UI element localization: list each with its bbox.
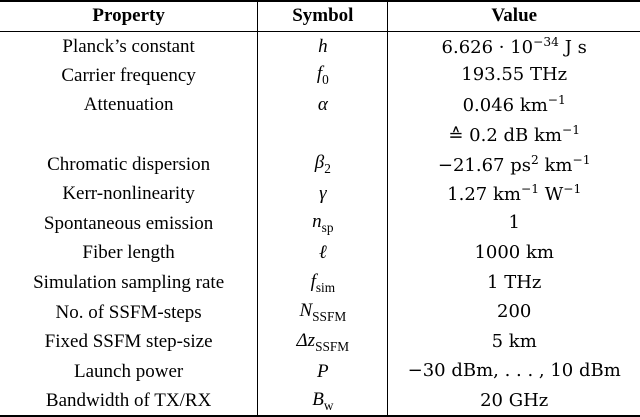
value-main: 6.626 · 10 bbox=[441, 36, 534, 58]
table-row bbox=[0, 149, 640, 179]
table-row bbox=[0, 268, 640, 298]
header-value: Value bbox=[388, 0, 640, 31]
table-row bbox=[0, 179, 640, 209]
value-main: 1000 km bbox=[474, 241, 554, 263]
table-row bbox=[0, 386, 640, 416]
symbol-subscript: 0 bbox=[322, 72, 329, 88]
table-row bbox=[0, 120, 640, 150]
property-cell: Fiber length bbox=[0, 238, 258, 268]
value-unit: km bbox=[538, 154, 573, 176]
table-row bbox=[0, 31, 640, 61]
table-row bbox=[0, 61, 640, 91]
value-cell bbox=[388, 149, 640, 179]
symbol-cell bbox=[258, 209, 388, 239]
value-unit: J s bbox=[558, 36, 587, 58]
value-cell bbox=[388, 90, 640, 120]
value-main: 193.55 THz bbox=[461, 64, 568, 86]
value-exponent-2: −1 bbox=[563, 182, 582, 197]
value-cell bbox=[388, 357, 640, 387]
symbol-main: α bbox=[317, 94, 328, 116]
value-unit: W bbox=[538, 184, 564, 206]
symbol-cell bbox=[258, 297, 388, 327]
symbol-subscript: SSFM bbox=[315, 338, 350, 354]
table-row bbox=[0, 297, 640, 327]
symbol-cell bbox=[258, 31, 388, 61]
value-main: 5 km bbox=[491, 330, 537, 352]
value-exponent: −1 bbox=[547, 93, 566, 108]
value-main: 0.046 km bbox=[462, 95, 548, 117]
symbol-cell bbox=[258, 268, 388, 298]
value-exponent: −1 bbox=[520, 182, 539, 197]
property-cell: Attenuation bbox=[0, 90, 258, 120]
property-cell: Kerr-nonlinearity bbox=[0, 179, 258, 209]
table-row bbox=[0, 209, 640, 239]
value-main: 1.27 km bbox=[447, 184, 521, 206]
property-cell: Chromatic dispersion bbox=[0, 149, 258, 179]
symbol-cell bbox=[258, 149, 388, 179]
property-cell: No. of SSFM-steps bbox=[0, 297, 258, 327]
table-row bbox=[0, 327, 640, 357]
property-cell: Bandwidth of TX/RX bbox=[0, 386, 258, 416]
symbol-cell bbox=[258, 90, 388, 120]
value-exponent: −1 bbox=[561, 123, 581, 138]
value-main: 1 THz bbox=[487, 271, 542, 293]
value-main: −30 dBm, . . . , 10 dBm bbox=[407, 360, 621, 382]
symbol-cell bbox=[258, 61, 388, 91]
symbol-cell bbox=[258, 238, 388, 268]
value-cell bbox=[388, 120, 640, 150]
header-property: Property bbox=[0, 0, 258, 31]
value-cell bbox=[388, 179, 640, 209]
value-exponent: −34 bbox=[533, 34, 559, 49]
symbol-main: β bbox=[314, 152, 325, 174]
symbol-main: Δz bbox=[296, 329, 316, 351]
value-main: ≙ 0.2 dB km bbox=[448, 125, 562, 147]
symbol-subscript: sp bbox=[321, 220, 334, 236]
symbol-cell bbox=[258, 120, 388, 150]
value-main: −21.67 ps bbox=[437, 154, 531, 176]
property-cell: Carrier frequency bbox=[0, 61, 258, 91]
property-cell: Simulation sampling rate bbox=[0, 268, 258, 298]
value-cell bbox=[388, 327, 640, 357]
value-main: 20 GHz bbox=[480, 389, 549, 411]
value-cell bbox=[388, 386, 640, 416]
header-row bbox=[0, 0, 640, 31]
property-cell: Launch power bbox=[0, 357, 258, 387]
value-exponent: 2 bbox=[530, 152, 539, 167]
header-symbol: Symbol bbox=[258, 0, 388, 31]
symbol-main: f bbox=[316, 63, 323, 85]
symbol-main: B bbox=[312, 388, 324, 410]
table-row bbox=[0, 238, 640, 268]
symbol-main: ℓ bbox=[318, 242, 327, 264]
symbol-subscript: w bbox=[323, 397, 334, 413]
value-cell bbox=[388, 61, 640, 91]
symbol-cell bbox=[258, 386, 388, 416]
property-cell: Spontaneous emission bbox=[0, 209, 258, 239]
symbol-main: n bbox=[312, 211, 322, 233]
value-main: 200 bbox=[497, 301, 532, 323]
symbol-main: P bbox=[317, 360, 329, 382]
symbol-subscript: sim bbox=[315, 279, 336, 295]
symbol-cell bbox=[258, 357, 388, 387]
table-body bbox=[0, 31, 640, 416]
table-row bbox=[0, 357, 640, 387]
value-cell bbox=[388, 268, 640, 298]
symbol-main: N bbox=[299, 300, 313, 322]
symbol-subscript: SSFM bbox=[312, 308, 347, 324]
value-main: 1 bbox=[508, 212, 520, 234]
symbol-cell bbox=[258, 179, 388, 209]
property-cell: Planck’s constant bbox=[0, 31, 258, 61]
value-cell bbox=[388, 238, 640, 268]
symbol-main: h bbox=[318, 35, 328, 57]
value-cell bbox=[388, 297, 640, 327]
property-cell: Fixed SSFM step-size bbox=[0, 327, 258, 357]
value-cell bbox=[388, 31, 640, 61]
symbol-subscript: 2 bbox=[324, 160, 331, 176]
value-cell bbox=[388, 209, 640, 239]
table-row bbox=[0, 90, 640, 120]
value-exponent-2: −1 bbox=[572, 152, 591, 167]
symbol-cell bbox=[258, 327, 388, 357]
symbol-main: γ bbox=[319, 183, 327, 205]
symbol-main: f bbox=[310, 270, 316, 292]
property-cell bbox=[0, 120, 258, 150]
